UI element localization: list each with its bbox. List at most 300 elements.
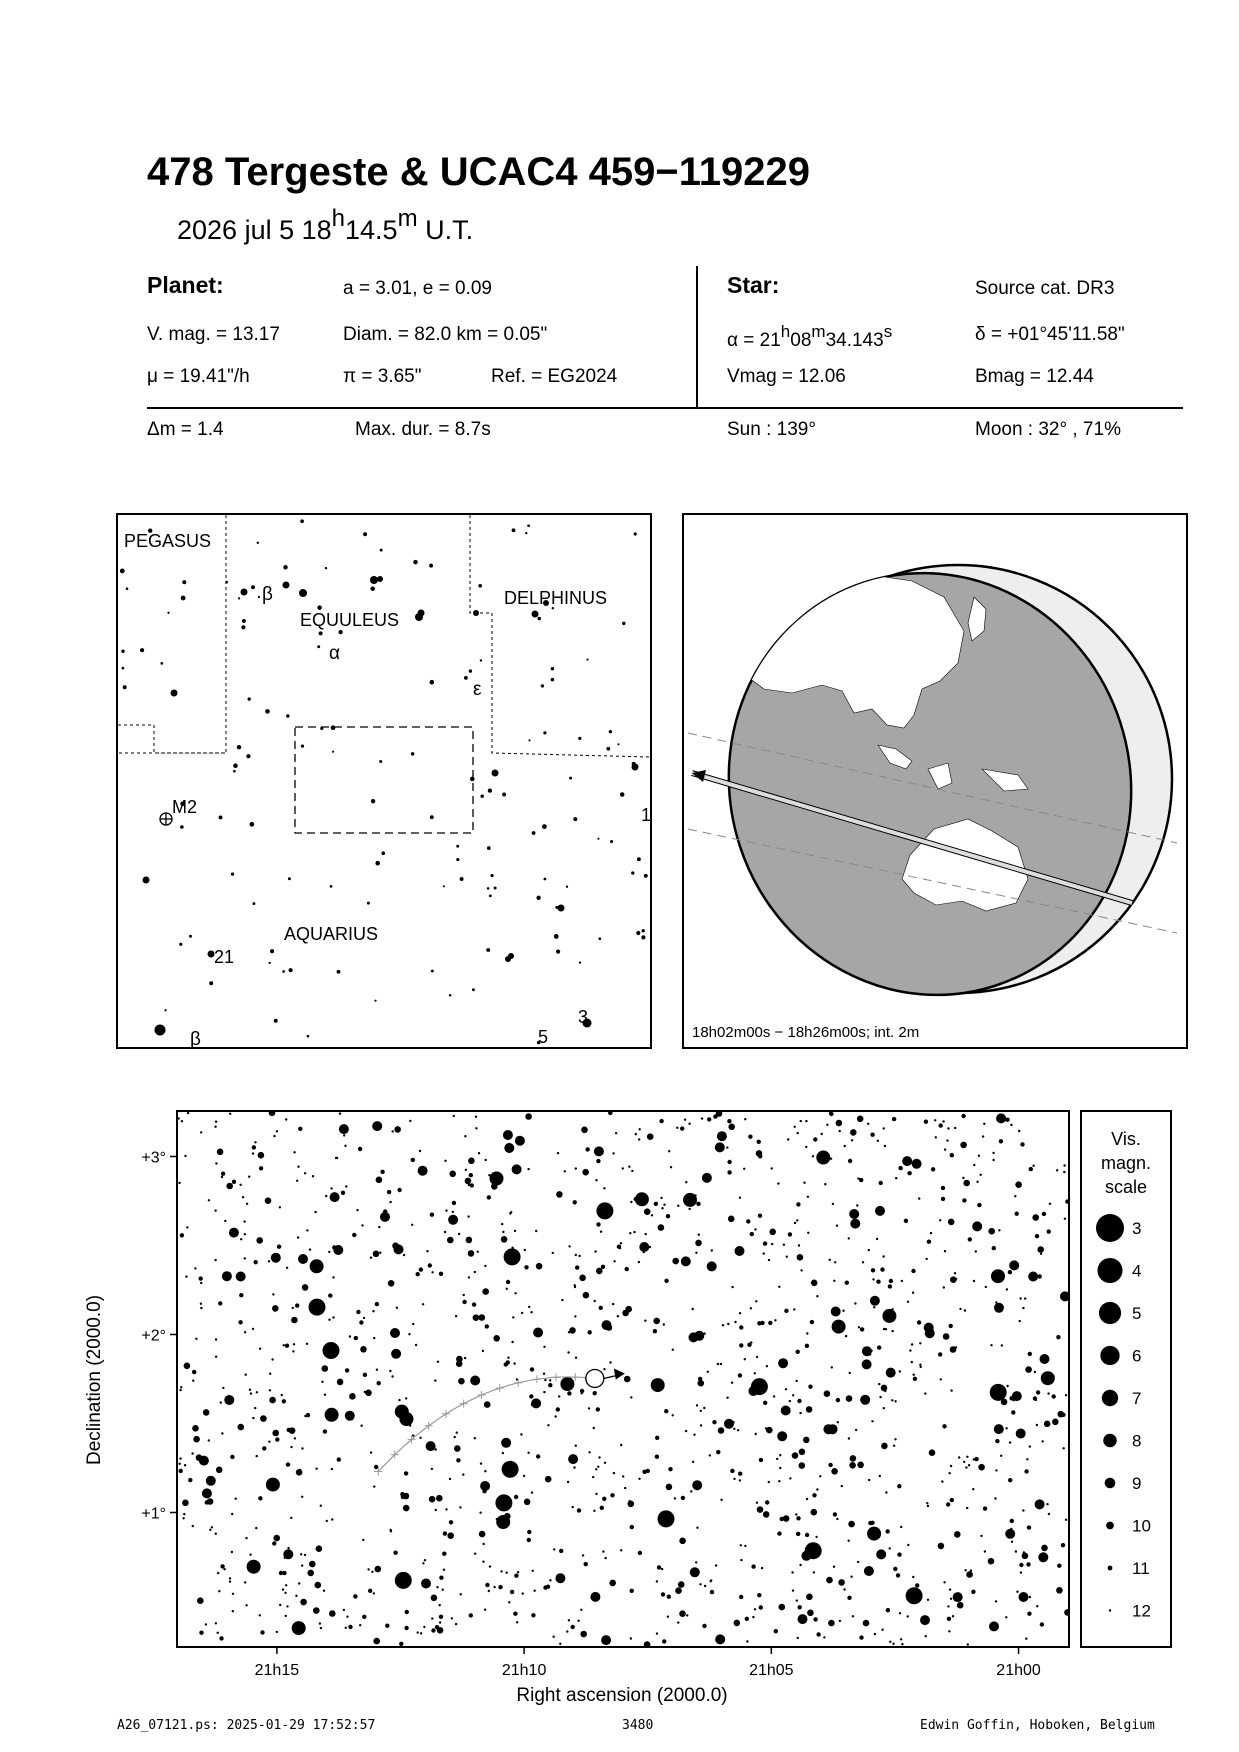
field-star [229, 1228, 239, 1238]
field-star [955, 1278, 957, 1280]
field-star [245, 1374, 247, 1376]
legend-magnitude-label: 5 [1132, 1304, 1142, 1323]
field-star [664, 1409, 668, 1413]
field-star [512, 1316, 514, 1318]
field-star [1040, 1354, 1050, 1364]
field-star [187, 1112, 189, 1114]
field-star [662, 1639, 666, 1643]
field-star [1044, 1421, 1051, 1428]
field-star [291, 1317, 298, 1324]
field-star [869, 1353, 871, 1355]
field-star [319, 1622, 321, 1624]
finder-star [544, 878, 547, 881]
finder-star [251, 585, 255, 589]
field-star [934, 1119, 936, 1121]
field-star [789, 1477, 791, 1479]
field-star [191, 1452, 193, 1454]
field-star [639, 1128, 641, 1130]
field-star [948, 1630, 950, 1632]
finder-star [464, 676, 468, 680]
field-star [946, 1139, 948, 1141]
field-star [838, 1579, 845, 1586]
field-star [870, 1521, 874, 1525]
field-star [485, 1583, 489, 1587]
field-star [474, 1271, 476, 1273]
field-star [731, 1382, 733, 1384]
field-star [717, 1131, 727, 1141]
field-star [600, 1506, 604, 1510]
field-star [361, 1224, 363, 1226]
field-star [373, 1485, 375, 1487]
field-star [833, 1280, 835, 1282]
field-star [622, 1310, 629, 1317]
field-star [326, 1520, 328, 1522]
finder-star [413, 560, 418, 565]
field-star [1027, 1612, 1031, 1616]
field-star [889, 1279, 893, 1283]
field-star [436, 1586, 438, 1588]
field-star [262, 1446, 266, 1450]
finder-star [225, 581, 228, 584]
field-star [1041, 1440, 1043, 1442]
field-star [836, 1398, 840, 1402]
field-star [359, 1320, 363, 1324]
field-star [873, 1306, 875, 1308]
field-star [192, 1525, 194, 1527]
field-star [992, 1246, 996, 1250]
field-star [989, 1621, 999, 1631]
finder-star [242, 619, 246, 623]
field-star [1034, 1371, 1036, 1373]
field-star [555, 1415, 557, 1417]
field-star [465, 1169, 467, 1171]
field-star [214, 1259, 216, 1261]
star-label: 3 [578, 1007, 589, 1027]
field-star [663, 1204, 665, 1206]
field-star [468, 1158, 475, 1165]
field-star [963, 1461, 965, 1463]
field-star [449, 1520, 453, 1524]
field-star [475, 1116, 477, 1118]
field-star [454, 1436, 456, 1438]
field-star [700, 1410, 702, 1412]
field-star [791, 1571, 793, 1573]
finder-star [299, 589, 307, 597]
field-star [580, 1389, 584, 1393]
field-star [513, 1362, 515, 1364]
finder-star [300, 519, 304, 523]
field-star [206, 1476, 216, 1486]
field-star [297, 1236, 299, 1238]
field-star [524, 1265, 528, 1269]
field-star [439, 1272, 443, 1276]
legend-dot [1097, 1258, 1122, 1283]
field-star [484, 1609, 486, 1611]
finder-star [382, 851, 386, 855]
field-star [215, 1121, 217, 1123]
field-star [647, 1133, 654, 1140]
field-star [630, 1396, 632, 1398]
field-star [192, 1380, 194, 1382]
field-star [881, 1629, 883, 1631]
field-star [672, 1349, 674, 1351]
field-star [221, 1432, 223, 1434]
finder-star [505, 956, 511, 962]
finder-star [637, 857, 641, 861]
field-star [298, 1127, 302, 1131]
field-star [567, 1351, 569, 1353]
field-star [690, 1567, 700, 1577]
field-star [573, 1466, 575, 1468]
field-star [839, 1130, 841, 1132]
field-star [179, 1389, 181, 1391]
field-star [995, 1600, 997, 1602]
field-star [999, 1139, 1003, 1143]
field-star [184, 1464, 186, 1466]
field-star [594, 1250, 596, 1252]
planet-vmag: V. mag. = 13.17 [147, 324, 280, 345]
field-star [431, 1468, 433, 1470]
field-star [603, 1368, 605, 1370]
field-star [920, 1615, 930, 1625]
field-star [555, 1573, 565, 1583]
field-star [728, 1124, 735, 1131]
field-star [596, 1268, 603, 1275]
field-star [596, 1202, 613, 1219]
field-star [990, 1384, 1007, 1401]
field-star [1014, 1195, 1016, 1197]
field-star [285, 1615, 287, 1617]
field-star [715, 1634, 725, 1644]
field-star [1019, 1592, 1029, 1602]
finder-star [598, 937, 601, 940]
field-star [443, 1531, 447, 1535]
field-star [242, 1196, 244, 1198]
finder-star [257, 542, 259, 544]
globe-panel [682, 513, 1188, 1049]
field-star [685, 1430, 687, 1432]
field-star [774, 1319, 776, 1321]
finder-star [525, 532, 527, 534]
field-star [857, 1462, 864, 1469]
field-star [408, 1333, 410, 1335]
field-star [919, 1342, 921, 1344]
field-star [575, 1445, 577, 1447]
field-star [331, 1468, 333, 1470]
star-header: Star: [727, 272, 780, 298]
field-star [1041, 1371, 1055, 1385]
field-star [660, 1197, 662, 1199]
field-star [516, 1621, 518, 1623]
field-star [852, 1615, 854, 1617]
field-star [613, 1260, 615, 1262]
field-star [944, 1148, 946, 1150]
field-star [595, 1468, 597, 1470]
field-star [343, 1134, 345, 1136]
field-star [292, 1307, 294, 1309]
field-star [218, 1301, 222, 1305]
field-star [876, 1238, 878, 1240]
field-star [445, 1508, 447, 1510]
field-star [1005, 1529, 1015, 1539]
field-star [944, 1250, 946, 1252]
field-star [301, 1496, 303, 1498]
field-star [734, 1321, 736, 1323]
field-star [390, 1328, 400, 1338]
field-star [545, 1476, 552, 1483]
field-star [239, 1184, 241, 1186]
field-star [707, 1261, 717, 1271]
constellation-label: DELPHINUS [504, 588, 608, 608]
finder-chart [116, 513, 652, 1049]
finder-star [325, 567, 327, 569]
star-right-ascension: $\alpha = 21^h08^m34.143^s$ [727, 322, 893, 351]
field-star [392, 1130, 394, 1132]
field-star [610, 1493, 614, 1497]
field-star [335, 1157, 337, 1159]
field-star [360, 1346, 367, 1353]
field-star [252, 1417, 254, 1419]
field-star [978, 1464, 985, 1471]
finder-star [487, 887, 490, 890]
field-star [501, 1223, 503, 1225]
finder-star [164, 1009, 166, 1011]
field-star [880, 1267, 884, 1271]
field-star [831, 1307, 841, 1317]
field-star [889, 1641, 891, 1643]
field-star [638, 1261, 640, 1263]
field-star [953, 1592, 963, 1602]
field-star [462, 1473, 464, 1475]
field-star [577, 1620, 579, 1622]
finder-star [610, 840, 613, 843]
field-star [629, 1232, 631, 1234]
field-star [860, 1395, 870, 1405]
field-star [543, 1346, 545, 1348]
field-star [269, 1397, 276, 1404]
field-star [511, 1341, 513, 1343]
field-star [681, 1496, 685, 1500]
field-star [451, 1617, 453, 1619]
field-star [604, 1462, 606, 1464]
field-star [417, 1631, 419, 1633]
field-star [573, 1200, 577, 1204]
field-star [769, 1229, 776, 1236]
field-star [803, 1437, 810, 1444]
finder-star [237, 745, 241, 749]
field-star [836, 1225, 838, 1227]
field-star [715, 1142, 725, 1152]
field-star [275, 1437, 279, 1441]
field-star [373, 1251, 380, 1258]
field-star [856, 1204, 858, 1206]
finder-star [120, 569, 125, 574]
field-star [644, 1208, 651, 1215]
field-star [230, 1455, 234, 1459]
finder-star [617, 743, 619, 745]
field-star [238, 1320, 242, 1324]
field-star [482, 1561, 484, 1563]
field-star [754, 1608, 756, 1610]
field-star [824, 1183, 826, 1185]
field-star [748, 1135, 752, 1139]
field-star [712, 1420, 716, 1424]
field-star [558, 1395, 560, 1397]
field-star [192, 1370, 196, 1374]
field-star [1008, 1270, 1012, 1274]
field-star [182, 1517, 184, 1519]
field-star [348, 1625, 352, 1629]
field-star [426, 1441, 436, 1451]
field-star [788, 1232, 792, 1236]
field-star [613, 1472, 615, 1474]
finder-star [502, 793, 506, 797]
field-star [949, 1324, 953, 1328]
finder-star [449, 994, 452, 997]
field-star [521, 1312, 523, 1314]
field-star [597, 1466, 599, 1468]
field-star [574, 1284, 576, 1286]
field-star [235, 1498, 237, 1500]
field-star [739, 1312, 741, 1314]
field-star [752, 1616, 754, 1618]
magnitude-drop: Δm = 1.4 [147, 419, 224, 440]
field-star [549, 1379, 551, 1381]
field-star [422, 1562, 424, 1564]
field-star [557, 1152, 559, 1154]
field-star [272, 1541, 276, 1545]
field-star [447, 1237, 454, 1244]
field-star [730, 1469, 734, 1473]
finder-star [209, 981, 213, 985]
finder-star [569, 777, 572, 780]
field-star [455, 1623, 457, 1625]
field-star [221, 1176, 223, 1178]
field-star [826, 1577, 833, 1584]
field-star [376, 1177, 383, 1184]
detail-star-chart [0, 1090, 1239, 1710]
finder-star [443, 885, 445, 887]
field-star [715, 1564, 717, 1566]
page-title: 478 Tergeste & UCAC4 459−119229 [147, 150, 811, 194]
field-star [911, 1343, 913, 1345]
field-star [961, 1114, 965, 1118]
field-star [316, 1545, 323, 1552]
field-star [792, 1589, 794, 1591]
field-star [205, 1500, 209, 1504]
field-star [199, 1631, 203, 1635]
field-star [502, 1231, 504, 1233]
field-star [678, 1581, 685, 1588]
field-star [879, 1181, 883, 1185]
star-label: β [190, 1029, 201, 1049]
field-star [598, 1456, 600, 1458]
field-star [794, 1222, 796, 1224]
field-star [699, 1583, 701, 1585]
field-star [452, 1201, 456, 1205]
field-star [739, 1325, 743, 1329]
field-star [740, 1544, 742, 1546]
field-star [750, 1232, 754, 1236]
field-star [726, 1146, 728, 1148]
field-star [304, 1415, 306, 1417]
planet-header: Planet: [147, 272, 224, 298]
field-star [500, 1570, 502, 1572]
field-star [444, 1231, 446, 1233]
star-label: ε [473, 679, 482, 700]
field-star [352, 1233, 356, 1237]
field-star [396, 1307, 398, 1309]
star-label: M2 [172, 797, 198, 817]
field-star [594, 1300, 596, 1302]
field-star [514, 1495, 518, 1499]
field-star [638, 1138, 640, 1140]
field-star [857, 1561, 859, 1563]
field-star [871, 1420, 873, 1422]
field-star [522, 1592, 524, 1594]
field-star [583, 1292, 590, 1299]
field-star [482, 1288, 489, 1295]
field-star [1035, 1499, 1045, 1509]
field-star [857, 1177, 859, 1179]
field-star [630, 1589, 634, 1593]
field-star [470, 1183, 474, 1187]
field-star [992, 1159, 994, 1161]
field-star [468, 1250, 475, 1257]
finder-star [486, 948, 490, 952]
field-star [345, 1411, 355, 1421]
finder-star [182, 580, 186, 584]
field-star [899, 1370, 901, 1372]
star-bmag: Bmag = 12.44 [975, 366, 1094, 387]
field-star [215, 1622, 217, 1624]
finder-star [370, 576, 378, 584]
field-star [248, 1176, 250, 1178]
field-star [389, 1370, 391, 1372]
field-star [912, 1292, 914, 1294]
field-star [882, 1255, 884, 1257]
field-star [479, 1531, 486, 1538]
field-star [507, 1357, 509, 1359]
field-star [844, 1145, 846, 1147]
field-star [442, 1589, 444, 1591]
field-star [273, 1535, 280, 1542]
field-star [179, 1469, 183, 1473]
field-star [806, 1594, 813, 1601]
field-star [331, 1518, 333, 1520]
field-star [424, 1559, 426, 1561]
field-star [709, 1454, 711, 1456]
field-star [925, 1328, 935, 1338]
field-star [491, 1183, 498, 1190]
field-star [527, 1168, 529, 1170]
finder-star [181, 596, 186, 601]
field-star [574, 1315, 576, 1317]
field-star [826, 1124, 828, 1126]
field-star [364, 1391, 366, 1393]
field-star [218, 1590, 220, 1592]
star-vmag: Vmag = 12.06 [727, 366, 846, 387]
field-star [285, 1118, 287, 1120]
field-star [850, 1219, 860, 1229]
field-star [188, 1478, 192, 1482]
field-star [377, 1381, 381, 1385]
field-star [215, 1162, 217, 1164]
field-star [1006, 1288, 1008, 1290]
field-star [229, 1580, 231, 1582]
field-star [577, 1508, 581, 1512]
field-star [398, 1399, 400, 1401]
